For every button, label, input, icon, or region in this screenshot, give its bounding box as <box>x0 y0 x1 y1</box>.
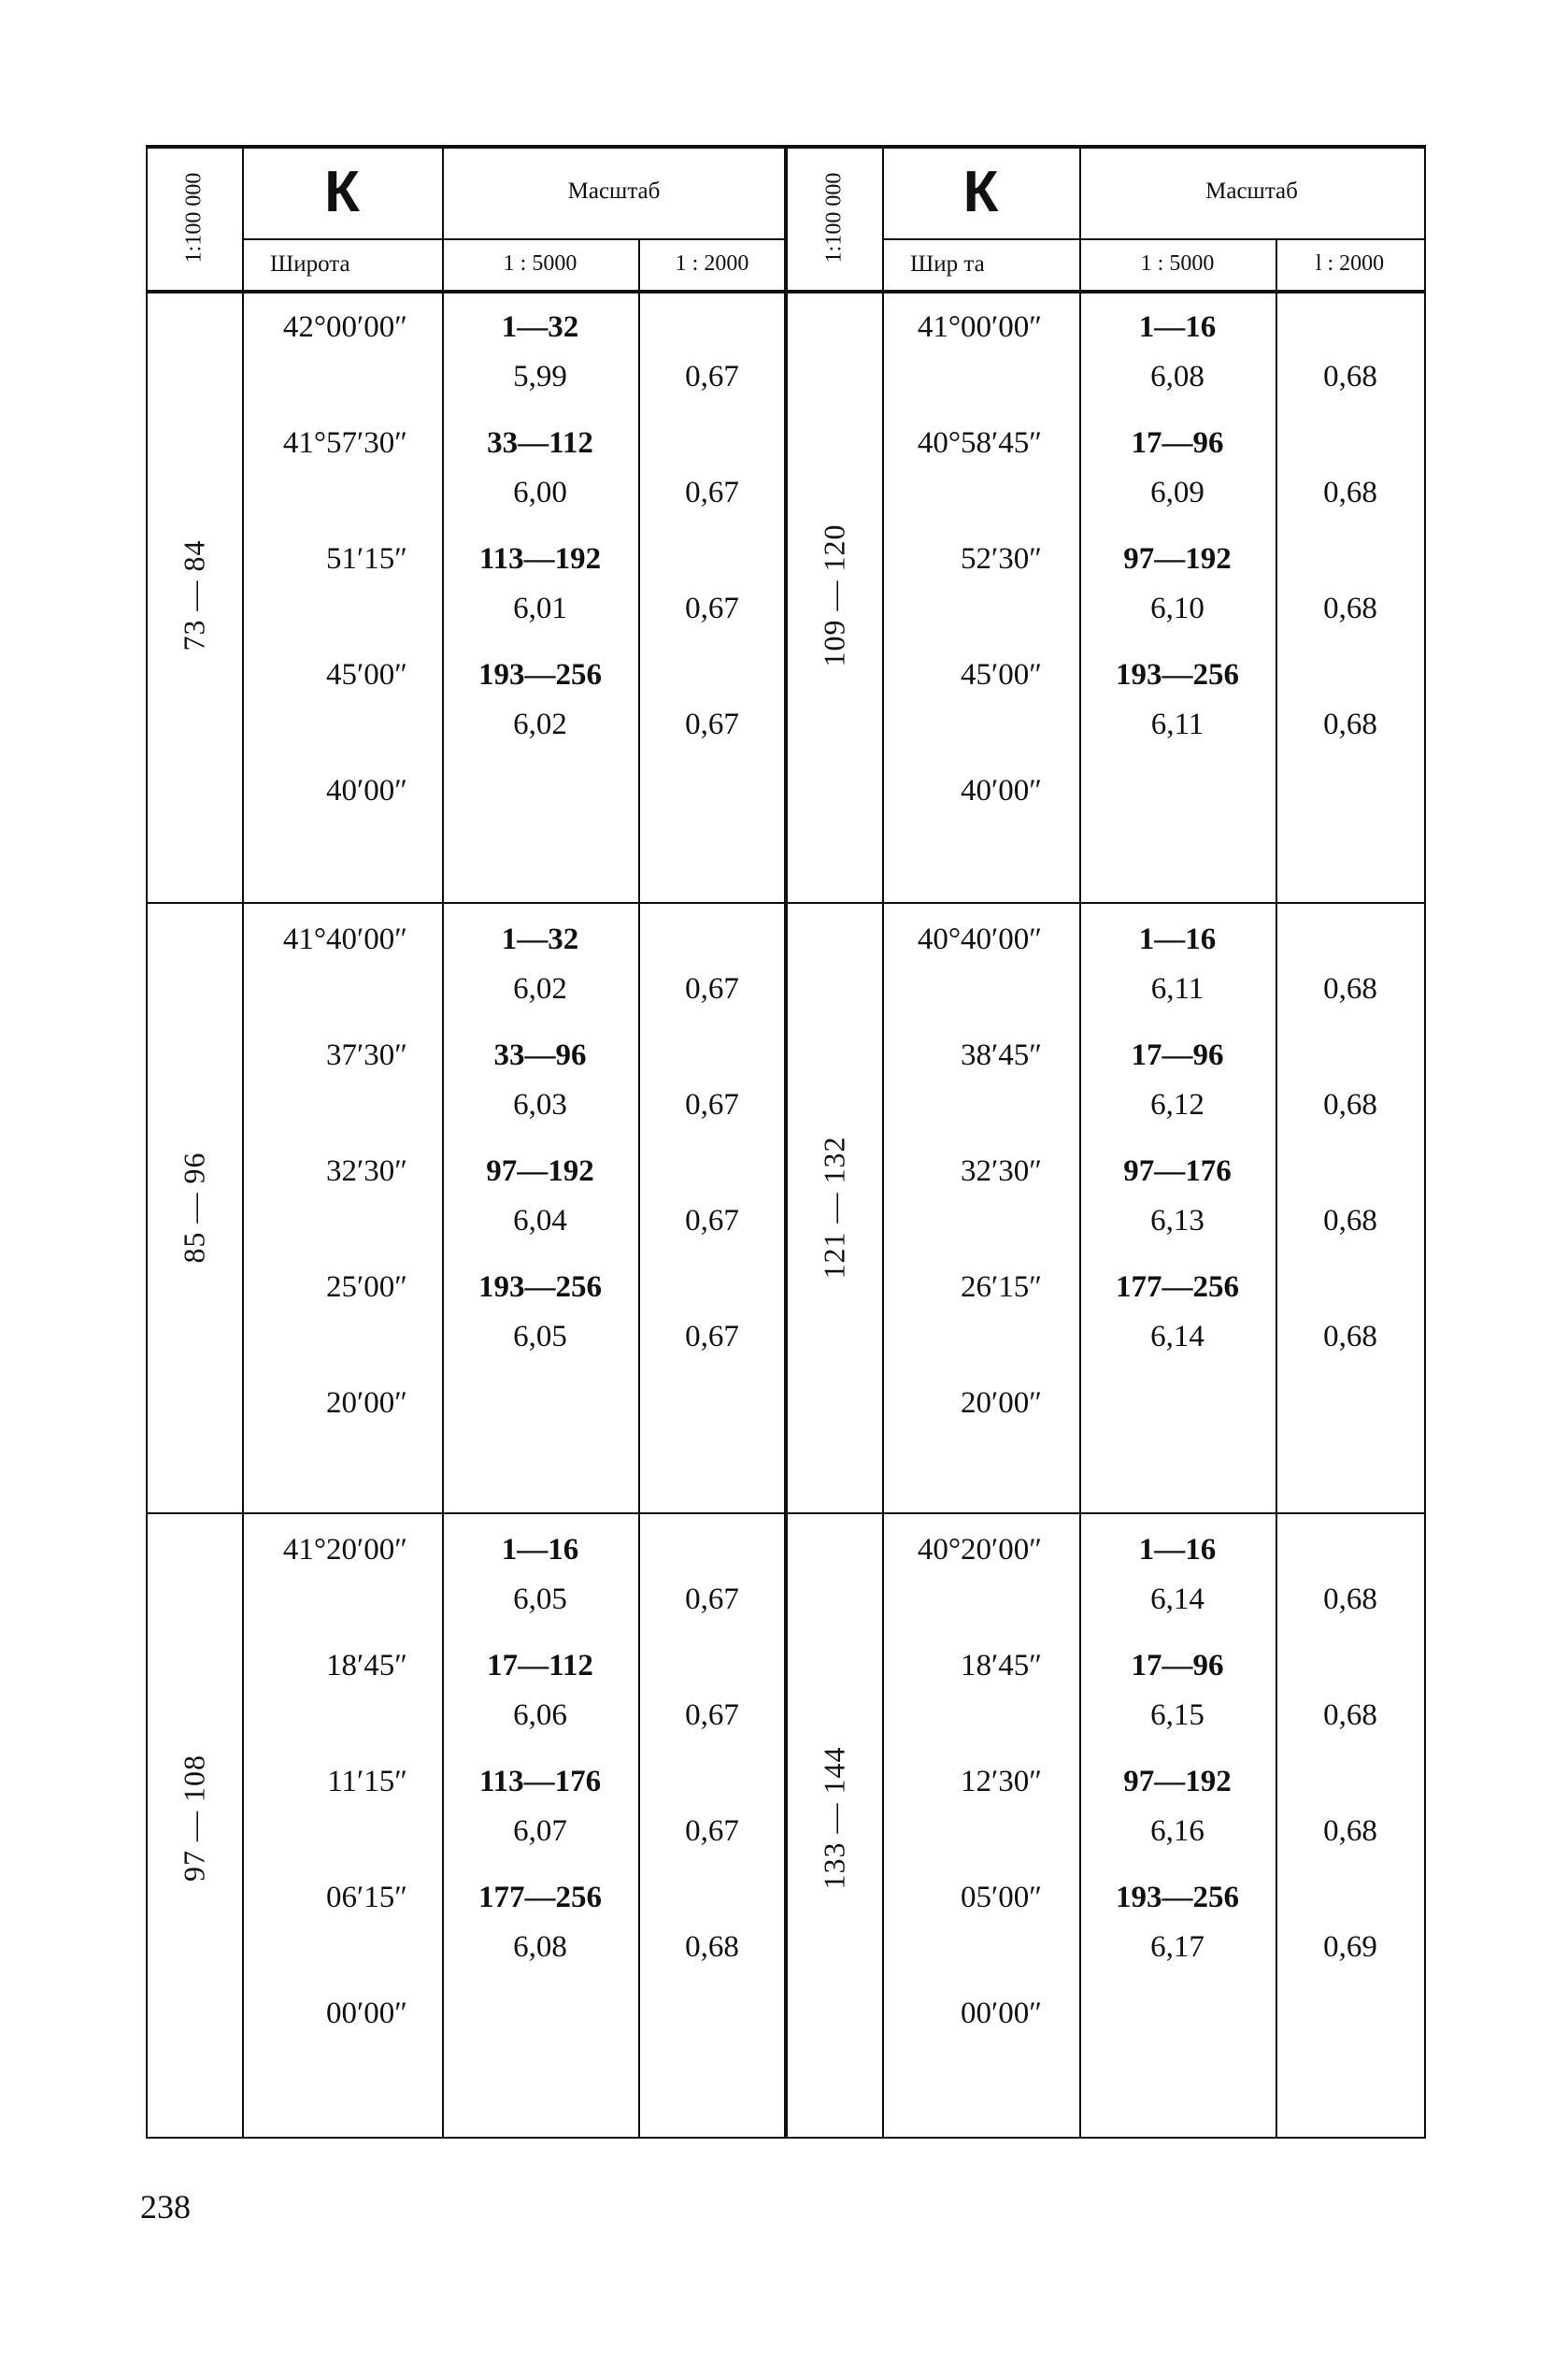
scale-2000-value: 0,68 <box>1323 476 1377 509</box>
sheet-numbers: 1—32 <box>501 310 579 344</box>
scale-5000-value: 6,08 <box>513 1930 567 1964</box>
scale-5000-value: 6,05 <box>513 1320 567 1353</box>
block-divider <box>786 902 1426 904</box>
scale-2000-header: 1 : 2000 <box>675 251 749 276</box>
latitude-value: 41°40′00″ <box>282 923 407 956</box>
latitude-value: 32′30″ <box>326 1154 407 1188</box>
col-divider <box>1276 238 1277 2139</box>
latitude-value: 42°00′00″ <box>282 310 407 344</box>
col-divider <box>1424 145 1426 2139</box>
latitude-value: 18′45″ <box>326 1649 407 1682</box>
sheet-numbers: 17—112 <box>487 1649 593 1682</box>
sheet-numbers: 193—256 <box>1116 1881 1239 1914</box>
scale-5000-value: 6,12 <box>1150 1088 1205 1122</box>
header-bottom-border <box>146 290 786 293</box>
scale-2000-value: 0,68 <box>1323 1204 1377 1238</box>
sheet-numbers: 33—112 <box>487 426 593 460</box>
latitude-value: 40°58′45″ <box>917 426 1042 460</box>
latitude-value: 05′00″ <box>961 1881 1042 1914</box>
latitude-header: Широта <box>270 251 350 277</box>
sheet-range-label: 133 — 144 <box>817 1746 851 1889</box>
latitude-value: 41°20′00″ <box>282 1533 407 1567</box>
k-letter: К <box>324 159 360 224</box>
scale-5000-value: 6,09 <box>1150 476 1205 509</box>
scale-2000-value: 0,68 <box>1323 1814 1377 1848</box>
scale-2000-value: 0,68 <box>1323 972 1377 1006</box>
sheet-numbers: 1—16 <box>1138 310 1217 344</box>
latitude-value: 45′00″ <box>961 658 1042 692</box>
sheet-numbers: 17—96 <box>1131 1038 1224 1072</box>
scale-header: Масштаб <box>567 179 661 204</box>
latitude-value: 40°20′00″ <box>917 1533 1042 1567</box>
scale-5000-value: 6,14 <box>1150 1582 1205 1616</box>
latitude-value: 18′45″ <box>961 1649 1042 1682</box>
scale-5000-value: 6,06 <box>513 1698 567 1732</box>
scale-header: Масштаб <box>1205 179 1298 204</box>
sheet-numbers: 1—16 <box>1138 1533 1217 1567</box>
scale-5000-value: 6,16 <box>1150 1814 1205 1848</box>
scale-5000-value: 6,07 <box>513 1814 567 1848</box>
scale-2000-value: 0,67 <box>685 1582 739 1616</box>
latitude-value: 41°00′00″ <box>917 310 1042 344</box>
scale-5000-value: 6,02 <box>513 972 567 1006</box>
scale-5000-value: 6,08 <box>1150 360 1205 394</box>
scale-5000-value: 5,99 <box>513 360 567 394</box>
sheet-range-label: 121 — 132 <box>817 1136 851 1279</box>
scale-2000-header: ӏ : 2000 <box>1315 251 1385 276</box>
latitude-value: 51′15″ <box>326 542 407 576</box>
scale-2000-value: 0,69 <box>1323 1930 1377 1964</box>
scale-2000-value: 0,67 <box>685 708 739 741</box>
sheet-range-label: 85 — 96 <box>177 1152 211 1263</box>
sheet-numbers: 97—176 <box>1123 1154 1232 1188</box>
col-divider <box>882 145 884 2139</box>
latitude-value: 25′00″ <box>326 1270 407 1304</box>
k-letter: К <box>962 159 999 224</box>
sheet-numbers: 97—192 <box>1123 542 1232 576</box>
col-divider <box>638 238 640 2139</box>
latitude-value: 37′30″ <box>326 1038 407 1072</box>
latitude-value: 40°40′00″ <box>917 923 1042 956</box>
scale-2000-value: 0,67 <box>685 1088 739 1122</box>
latitude-end-value: 20′00″ <box>961 1386 1042 1420</box>
sheet-range-label: 73 — 84 <box>177 539 211 651</box>
scale-5000-value: 6,11 <box>1150 708 1205 741</box>
scale-2000-value: 0,68 <box>1323 1582 1377 1616</box>
scale-5000-value: 6,05 <box>513 1582 567 1616</box>
latitude-end-value: 40′00″ <box>326 774 407 808</box>
sheet-numbers: 113—192 <box>478 542 602 576</box>
latitude-value: 06′15″ <box>326 1881 407 1914</box>
scale-5000-value: 6,01 <box>513 592 567 625</box>
scale-2000-value: 0,67 <box>685 1814 739 1848</box>
sheet-numbers: 113—176 <box>478 1765 602 1798</box>
scale-5000-value: 6,00 <box>513 476 567 509</box>
table-left-half <box>146 145 786 2139</box>
block-divider <box>146 1512 786 1514</box>
sheet-numbers: 1—16 <box>501 1533 579 1567</box>
sheet-numbers: 177—256 <box>1116 1270 1239 1304</box>
scale-2000-value: 0,67 <box>685 1698 739 1732</box>
scale-2000-value: 0,68 <box>1323 360 1377 394</box>
scale-5000-value: 6,10 <box>1150 592 1205 625</box>
latitude-end-value: 20′00″ <box>326 1386 407 1420</box>
block-divider <box>786 1512 1426 1514</box>
scale-2000-value: 0,67 <box>685 476 739 509</box>
scale-2000-value: 0,68 <box>1323 708 1377 741</box>
col-divider <box>146 145 148 2139</box>
latitude-value: 11′15″ <box>327 1765 407 1798</box>
scale-5000-value: 6,14 <box>1150 1320 1205 1353</box>
latitude-value: 45′00″ <box>326 658 407 692</box>
scale-2000-value: 0,67 <box>685 592 739 625</box>
latitude-value: 12′30″ <box>961 1765 1042 1798</box>
latitude-value: 26′15″ <box>961 1270 1042 1304</box>
scale-2000-value: 0,68 <box>685 1930 739 1964</box>
scale-5000-header: 1 : 5000 <box>503 251 577 276</box>
scale-5000-value: 6,03 <box>513 1088 567 1122</box>
table-right-half <box>786 145 1426 2139</box>
sheet-numbers: 1—16 <box>1138 923 1217 956</box>
latitude-value: 32′30″ <box>961 1154 1042 1188</box>
latitude-value: 52′30″ <box>961 542 1042 576</box>
scale-5000-value: 6,11 <box>1150 972 1205 1006</box>
header-bottom-border <box>786 290 1426 293</box>
scale-2000-value: 0,67 <box>685 972 739 1006</box>
col-divider <box>442 145 444 2139</box>
scale-2000-value: 0,67 <box>685 1204 739 1238</box>
sheet-numbers: 193—256 <box>1116 658 1239 692</box>
sheet-numbers: 193—256 <box>478 1270 602 1304</box>
sheet-numbers: 97—192 <box>486 1154 594 1188</box>
latitude-end-value: 00′00″ <box>961 1997 1042 2030</box>
scale-5000-value: 6,04 <box>513 1204 567 1238</box>
sheet-numbers: 33—96 <box>493 1038 587 1072</box>
latitude-end-value: 00′00″ <box>326 1997 407 2030</box>
scale-2000-value: 0,68 <box>1323 1698 1377 1732</box>
coordinates-table <box>146 145 1426 2139</box>
scale-2000-value: 0,68 <box>1323 592 1377 625</box>
scale-2000-value: 0,68 <box>1323 1320 1377 1353</box>
sheet-numbers: 1—32 <box>501 923 579 956</box>
latitude-value: 41°57′30″ <box>282 426 407 460</box>
col-divider <box>786 145 788 2139</box>
scale-5000-value: 6,13 <box>1150 1204 1205 1238</box>
block-divider <box>146 902 786 904</box>
latitude-value: 38′45″ <box>961 1038 1042 1072</box>
sheet-numbers: 177—256 <box>478 1881 602 1914</box>
page-number: 238 <box>140 2188 191 2226</box>
sheet-numbers: 17—96 <box>1131 426 1224 460</box>
scale-label-vertical: 1:100 000 <box>181 172 207 264</box>
latitude-end-value: 40′00″ <box>961 774 1042 808</box>
scale-5000-value: 6,15 <box>1150 1698 1205 1732</box>
scale-2000-value: 0,68 <box>1323 1088 1377 1122</box>
sheet-numbers: 193—256 <box>478 658 602 692</box>
scale-5000-header: 1 : 5000 <box>1140 251 1215 276</box>
scale-2000-value: 0,67 <box>685 360 739 394</box>
col-divider <box>242 145 244 2139</box>
scale-label-vertical: 1:100 000 <box>821 172 847 264</box>
sheet-range-label: 97 — 108 <box>177 1754 211 1882</box>
scale-2000-value: 0,67 <box>685 1320 739 1353</box>
sheet-range-label: 109 — 120 <box>817 523 851 666</box>
scale-5000-value: 6,02 <box>513 708 567 741</box>
sheet-numbers: 97—192 <box>1123 1765 1232 1798</box>
sheet-numbers: 17—96 <box>1131 1649 1224 1682</box>
col-divider <box>1079 145 1081 2139</box>
scale-5000-value: 6,17 <box>1150 1930 1205 1964</box>
latitude-header: Шир та <box>910 251 985 277</box>
